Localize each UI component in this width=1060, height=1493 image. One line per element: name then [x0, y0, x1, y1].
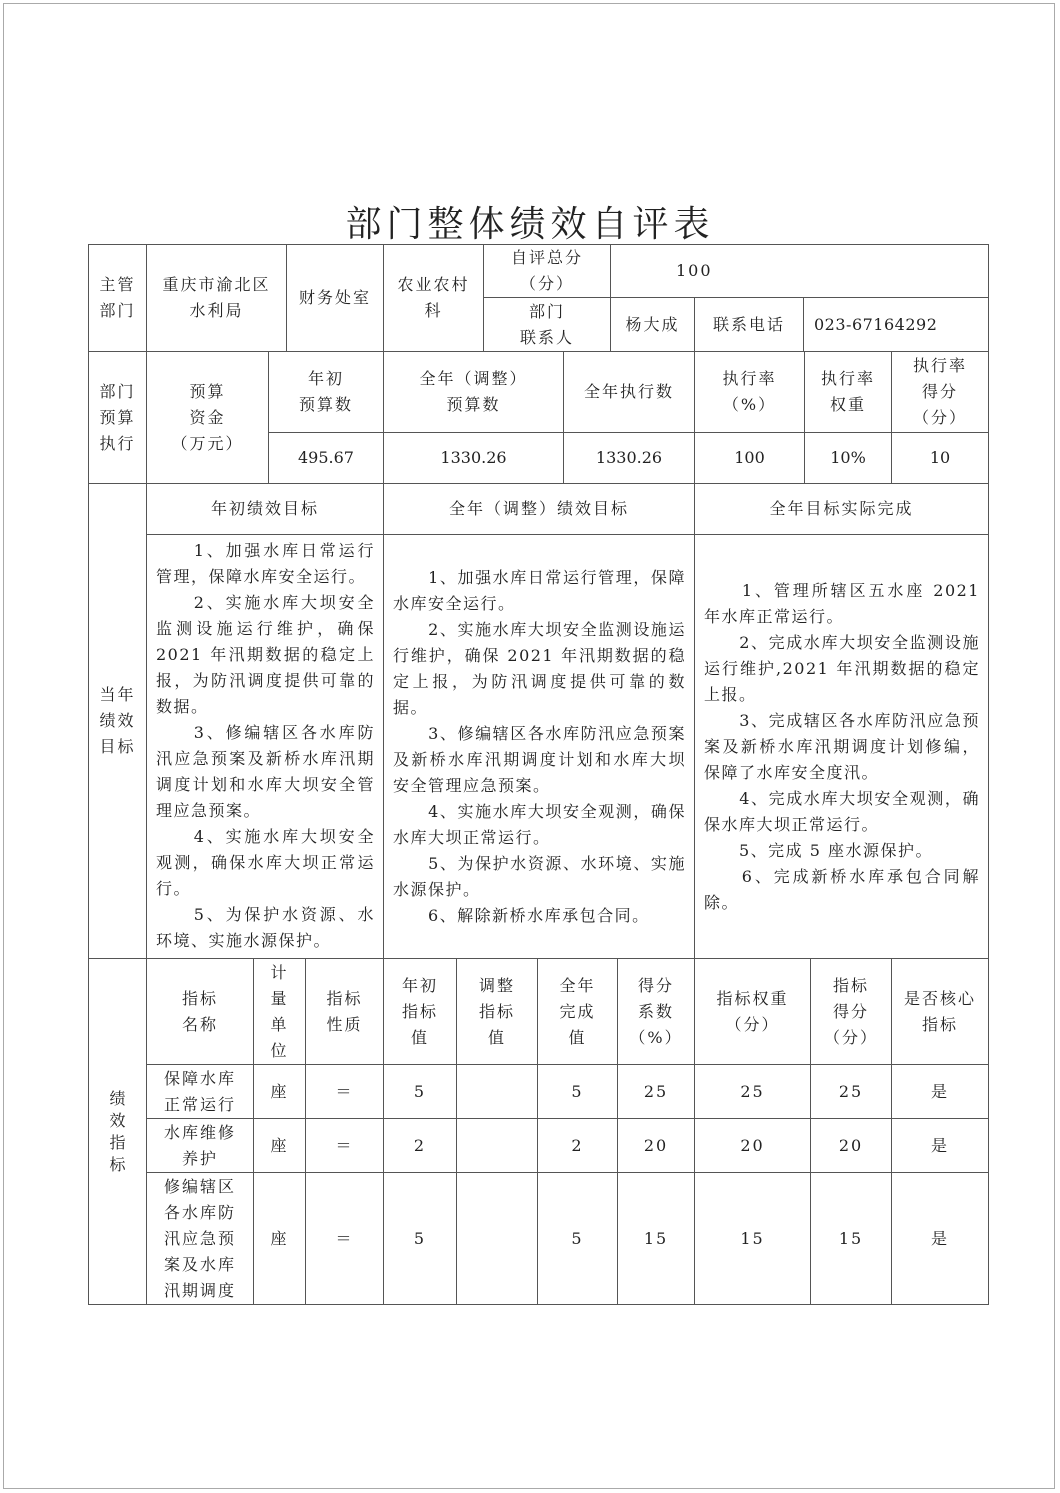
budget-col-header [563, 351, 695, 433]
table-cell [617, 1064, 695, 1119]
goals-header-label: 全年目标实际完成 [769, 499, 914, 518]
goals-actual-cell [694, 534, 989, 959]
budget-value: 10 [929, 448, 951, 467]
table-cell [305, 1064, 384, 1119]
ind-unit: 座 [270, 1135, 289, 1155]
ind-header-label: 得分 系数 （%） [629, 975, 683, 1047]
dept-name: 重庆市渝北区 水利局 [162, 275, 271, 320]
ind-core: 是 [930, 1081, 949, 1101]
ind-header [810, 958, 892, 1065]
division2-cell [383, 244, 484, 352]
table-cell [891, 1064, 989, 1119]
budget-value: 1330.26 [595, 448, 663, 467]
budget-col-header [383, 351, 564, 433]
dept-name-cell [146, 244, 287, 352]
ind-nature: ＝ [335, 1135, 354, 1155]
ind-header [383, 958, 457, 1065]
table-cell [537, 1172, 618, 1305]
ind-coef: 20 [643, 1135, 669, 1155]
ind-weight: 15 [740, 1228, 765, 1248]
division1: 财务处室 [298, 288, 371, 307]
ind-actual: 5 [571, 1081, 584, 1101]
table-cell [253, 1064, 306, 1119]
table-cell [305, 1172, 384, 1305]
table-cell [537, 1064, 618, 1119]
table-cell [617, 1172, 695, 1305]
ind-name: 保障水库 正常运行 [163, 1068, 236, 1114]
ind-unit: 座 [270, 1081, 289, 1101]
budget-col-label: 年初 预算数 [298, 369, 353, 414]
dept-label: 主管 部门 [99, 275, 136, 320]
funds-label: 预算 资金 （万元） [171, 381, 244, 453]
budget-col-header [694, 351, 805, 433]
ind-header [694, 958, 811, 1065]
division2: 农业农村 科 [397, 275, 470, 320]
budget-value-cell [694, 432, 805, 484]
ind-coef: 25 [643, 1081, 669, 1101]
table-cell [694, 1118, 811, 1173]
contact-name-cell [610, 297, 695, 352]
phone-label: 联系电话 [712, 314, 785, 334]
table-cell [891, 1118, 989, 1173]
ind-score: 15 [838, 1228, 864, 1248]
budget-col-header [804, 351, 892, 433]
contact-label: 部门 联系人 [519, 301, 574, 347]
goals-header-label: 年初绩效目标 [210, 499, 319, 518]
table-row-name [146, 1172, 254, 1305]
contact-name: 杨大成 [625, 314, 680, 334]
budget-value-cell [383, 432, 564, 484]
table-cell [383, 1172, 457, 1305]
table-cell [383, 1118, 457, 1173]
ind-unit: 座 [270, 1228, 289, 1248]
budget-value: 100 [734, 448, 765, 467]
ind-header [456, 958, 538, 1065]
phone-value: 023-67164292 [814, 314, 938, 334]
budget-col-header [891, 351, 989, 433]
indicators-section-label: 绩 效 指 标 [109, 1088, 126, 1174]
goals-header-actual [694, 483, 989, 535]
ind-initial: 2 [413, 1135, 427, 1155]
budget-value-cell [891, 432, 989, 484]
ind-header [305, 958, 384, 1065]
table-cell [253, 1172, 306, 1305]
budget-value: 10% [830, 448, 866, 467]
table-cell [891, 1172, 989, 1305]
ind-score: 25 [838, 1081, 864, 1101]
score-label: 自评总分 （分） [510, 248, 583, 293]
ind-score: 20 [838, 1135, 864, 1155]
budget-value: 1330.26 [440, 448, 507, 467]
table-cell [694, 1064, 811, 1119]
table-cell [810, 1172, 892, 1305]
ind-header [537, 958, 618, 1065]
ind-header-label: 是否核心 指标 [903, 988, 976, 1034]
goals-header-label: 全年（调整）绩效目标 [448, 499, 629, 518]
table-cell [253, 1118, 306, 1173]
ind-nature: ＝ [335, 1228, 354, 1248]
table-row-name [146, 1118, 254, 1173]
page-title: 部门整体绩效自评表 [345, 204, 715, 245]
table-cell [383, 1064, 457, 1119]
goals-initial-text: 1、加强水库日常运行管理，保障水库安全运行。 2、实施水库大坝安全监测设施运行维护，确保2021 年汛期数据的稳定上报，为防汛调度提供可靠的数据。 3、修编辖区各水库防汛应急预案及新桥水库汛期调度计划和水库大坝安全管理应急预案。 4、实施水库大坝安全观测，确保水库大坝正常运行。 5、为保护水资源、水环境、实施水源保护。 [156, 541, 375, 950]
budget-col-label: 执行率 得分 （分） [912, 356, 967, 427]
ind-header-label: 指标 性质 [326, 988, 363, 1034]
funds-label-cell [146, 351, 269, 484]
dept-label-cell [88, 244, 147, 352]
ind-header [146, 958, 254, 1065]
ind-actual: 5 [571, 1228, 584, 1248]
score-value-cell [610, 244, 989, 298]
ind-header-label: 调整 指标 值 [478, 975, 515, 1047]
table-cell [456, 1118, 538, 1173]
table-cell [305, 1118, 384, 1173]
budget-value-cell [804, 432, 892, 484]
ind-core: 是 [930, 1135, 949, 1155]
budget-col-label: 全年执行数 [583, 382, 674, 401]
ind-core: 是 [930, 1228, 949, 1248]
ind-header-label: 年初 指标 值 [401, 975, 438, 1047]
ind-nature: ＝ [335, 1081, 354, 1101]
budget-col-label: 执行率 （%） [722, 369, 777, 414]
table-cell [456, 1172, 538, 1305]
table-cell [810, 1118, 892, 1173]
indicators-section-cell [88, 958, 147, 1305]
budget-value: 495.67 [298, 448, 354, 467]
budget-value-cell [563, 432, 695, 484]
goals-header-initial [146, 483, 384, 535]
ind-initial: 5 [413, 1081, 427, 1101]
budget-value-cell [268, 432, 384, 484]
ind-coef: 15 [643, 1228, 669, 1248]
ind-initial: 5 [413, 1228, 427, 1248]
table-cell [617, 1118, 695, 1173]
budget-section-label: 部门 预算 执行 [99, 381, 136, 453]
ind-name: 水库维修 养护 [163, 1122, 236, 1168]
goals-initial-cell [146, 534, 384, 959]
table-cell [537, 1118, 618, 1173]
budget-col-label: 执行率 权重 [820, 369, 875, 414]
ind-header-label: 全年 完成 值 [559, 975, 596, 1047]
table-cell [694, 1172, 811, 1305]
ind-header-label: 计 量 单 位 [270, 962, 289, 1060]
score-value: 100 [676, 261, 713, 280]
goals-actual-text: 1、管理所辖区五水座 2021 年水库正常运行。 2、完成水库大坝安全监测设施运行维护,2021 年汛期数据的稳定上报。 3、完成辖区各水库防汛应急预案及新桥水库汛期调度计划修编，保障了水库安全度汛。 4、完成水库大坝安全观测，确保水库大坝正常运行。 5、完成 5 座水源保护。 6、完成新桥水库承包合同解除。 [704, 580, 980, 912]
goals-header-adjusted [383, 483, 695, 535]
budget-section-cell [88, 351, 147, 484]
budget-col-header [268, 351, 384, 433]
ind-header [253, 958, 306, 1065]
division1-cell [286, 244, 384, 352]
contact-label-cell [483, 297, 611, 352]
ind-weight: 25 [740, 1081, 765, 1101]
goals-adjusted-cell [383, 534, 695, 959]
ind-header-label: 指标 得分 （分） [823, 975, 878, 1047]
goals-section-cell [88, 483, 147, 959]
ind-weight: 20 [740, 1135, 765, 1155]
goals-adjusted-text: 1、加强水库日常运行管理，保障水库安全运行。 2、实施水库大坝安全监测设施运行维护，确保 2021 年汛期数据的稳定上报，为防汛调度提供可靠的数据。 3、修编辖区各水库防汛应急预案及新桥水库汛期调度计划和水库大坝安全管理应急预案。 4、实施水库大坝安全观测，确保水库大坝正常运行。 5、为保护水资源、水环境、实施水源保护。 6、解除新桥水库承包合同。 [393, 567, 686, 925]
ind-name: 修编辖区 各水库防 汛应急预 案及水库 汛期调度 [163, 1176, 236, 1300]
goals-section-label: 当年 绩效 目标 [99, 685, 136, 756]
table-cell [456, 1064, 538, 1119]
table-cell [810, 1064, 892, 1119]
phone-label-cell [694, 297, 804, 352]
ind-actual: 2 [571, 1135, 584, 1155]
score-label-cell [483, 244, 611, 298]
phone-value-cell [803, 297, 989, 352]
ind-header [617, 958, 695, 1065]
ind-header [891, 958, 989, 1065]
budget-col-label: 全年（调整） 预算数 [419, 369, 528, 414]
table-row-name [146, 1064, 254, 1119]
ind-header-label: 指标 名称 [181, 988, 218, 1034]
ind-header-label: 指标权重 （分） [716, 988, 789, 1034]
